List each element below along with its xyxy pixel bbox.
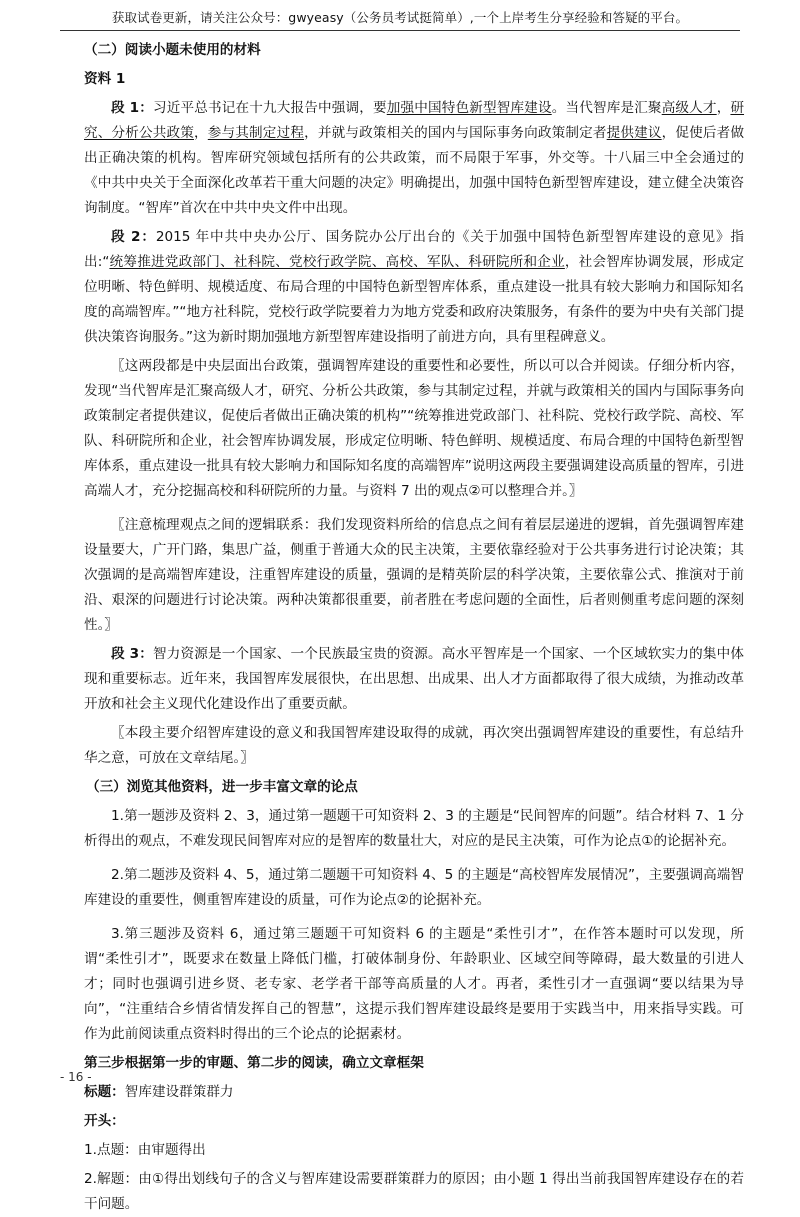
- underlined-phrase: 统筹推进党政部门、社科院、党校行政学院、高校、军队、科研院所和企业: [109, 254, 565, 270]
- text-run: ，社会智库协调发展，形成定位明晰、特色鲜明、规模适度、布局合理的中国特色新型智库体系，重点建设一批具有较大影响力和国际知名度的高端智库。”“地方社科院，党校行政学院要着力为地方党委和政府决策服务，有条件的要为中央有关部门提供决策咨询服务。”这为新时期加强地方新型智库建设指明了前进方向，具有里程碑意义。: [84, 254, 745, 345]
- section-3-title-text: （三）浏览其他资料，进一步丰富文章的论点: [86, 779, 358, 795]
- text-run: 2015 年中共中央办公厅、国务院办公厅出台的《关于加强中国特色新型智库建设的意见》指出:“: [84, 229, 744, 270]
- annotation-3: 〖本段主要介绍智库建设的意义和我国智库建设取得的成就，再次突出强调智库建设的重要性，有总结升华之意，可放在文章结尾。〗: [84, 725, 744, 766]
- paragraph-3: [84, 642, 744, 717]
- section-3-title: [84, 775, 744, 800]
- underlined-phrase: 研究、分析公共政策: [84, 100, 745, 141]
- header-divider: [60, 30, 740, 31]
- paragraph-2-label: 段 2：: [111, 229, 156, 245]
- material-1-label: 资料 1: [84, 71, 126, 87]
- paragraph-3-label: 段 3：: [111, 646, 153, 662]
- underlined-phrase: 加强中国特色新型智库建设: [386, 100, 552, 116]
- list-item-1: 1.第一题涉及资料 2、3，通过第一题题干可知资料 2、3 的主题是“民间智库的问题”。结合材料 7、1 分析得出的观点，不难发现民间智库对应的是智库的数量壮大，对应的是民主决策，可作为论点①的论据补充。: [84, 808, 744, 849]
- text-run: ，: [194, 125, 208, 141]
- step-3-title: 第三步根据第一步的审题、第二步的阅读，确立文章框架: [84, 1055, 424, 1071]
- title-line: [84, 1080, 744, 1105]
- opening-label: 开头：: [84, 1113, 125, 1129]
- text-run: 。当代智库是汇聚: [551, 100, 662, 116]
- list-item-2: 2.第二题涉及资料 4、5，通过第二题题干可知资料 4、5 的主题是“高校智库发展情况”，主要强调高端智库建设的重要性，侧重智库建设的质量，可作为论点②的论据补充。: [84, 867, 744, 908]
- page-content: [84, 38, 744, 1217]
- underlined-phrase: 提供建议: [606, 125, 662, 141]
- opening-point-1: 1.点题：由审题得出: [84, 1142, 206, 1158]
- page-number: - 16 -: [60, 1070, 92, 1084]
- list-item-3: 3.第三题涉及资料 6，通过第三题题干可知资料 6 的主题是“柔性引才”，在作答本题时可以发现，所谓“柔性引才”，既要求在数量上降低门槛，打破体制身份、年龄职业、区域空间等障碍，最大数量的引进人才；同时也强调引进乡贤、老专家、老学者干部等高质量的人才。再者，柔性引才一直强调“要以结果为导向”，“注重结合乡情省情发挥自己的智慧”，这提示我们智库建设最终是要用于实践当中，用来指导实践。可作为此前阅读重点资料时得出的三个论点的论据素材。: [84, 926, 744, 1042]
- underlined-phrase: 参与其制定过程: [207, 125, 305, 141]
- paragraph-1-label: 段 1：: [111, 100, 153, 116]
- opening-point-2: 2.解题：由①得出划线句子的含义与智库建设需要群策群力的原因；由小题 1 得出当前我国智库建设存在的若干问题。: [84, 1171, 744, 1212]
- annotation-2: 〖注意梳理观点之间的逻辑联系：我们发现资料所给的信息点之间有着层层递进的逻辑，首先强调智库建设量要大，广开门路，集思广益，侧重于普通大众的民主决策，主要依靠经验对于公共事务进行讨论决策；其次强调的是高端智库建设，注重智库建设的质量，强调的是精英阶层的科学决策，主要依靠公式、推演对于前沿、艰深的问题进行讨论决策。两种决策都很重要，前者胜在考虑问题的全面性，后者则侧重考虑问题的深刻性。〗: [84, 517, 744, 633]
- text-run: ，: [716, 100, 731, 116]
- text-run: ，并就与政策相关的国内与国际事务向政策制定者: [304, 125, 607, 141]
- text-run: 习近平总书记在十九大报告中强调，要: [153, 100, 387, 116]
- title-label: 标题：: [84, 1084, 125, 1100]
- text-run: 智力资源是一个国家、一个民族最宝贵的资源。高水平智库是一个国家、一个区域软实力的集中体现和重要标志。近年来，我国智库发展很快，在出思想、出成果、出人才方面都取得了很大成绩，为推动改革开放和社会主义现代化建设作出了重要贡献。: [84, 646, 744, 712]
- underlined-phrase: 高级人才: [661, 100, 717, 116]
- text-run: ，促使后者做出正确决策的机构。智库研究领域包括所有的公共政策，而不局限于军事，外交等。十八届三中全会通过的《中共中央关于全面深化改革若干重大问题的决定》明确提出，加强中国特色新型智库建设，建立健全决策咨询制度。“智库”首次在中共中央文件中出现。: [84, 125, 745, 216]
- annotation-1: 〖这两段都是中央层面出台政策，强调智库建设的重要性和必要性，所以可以合并阅读。仔细分析内容，发现“当代智库是汇聚高级人才，研究、分析公共政策，参与其制定过程，并就与政策相关的国内与国际事务向政策制定者提供建议，促使后者做出正确决策的机构”“统筹推进党政部门、社科院、党校行政学院、高校、军队、科研院所和企业，社会智库协调发展，形成定位明晰、特色鲜明、规模适度、布局合理的中国特色新型智库体系，重点建设一批具有较大影响力和国际知名度的高端智库”说明这两段主要强调建设高质量的智库，引进高端人才，充分挖掘高校和科研院所的力量。与资料 7 出的观点②可以整理合并。〗: [84, 358, 744, 499]
- paragraph-2: [84, 225, 744, 350]
- paragraph-1: [84, 96, 744, 221]
- page-header: 获取试卷更新，请关注公众号：gwyeasy（公务员考试挺简单）,一个上岸考生分享经验和答疑的平台。: [111, 10, 689, 25]
- title-text: 智库建设群策群力: [124, 1084, 234, 1100]
- section-2-title: （二）阅读小题未使用的材料: [84, 42, 261, 58]
